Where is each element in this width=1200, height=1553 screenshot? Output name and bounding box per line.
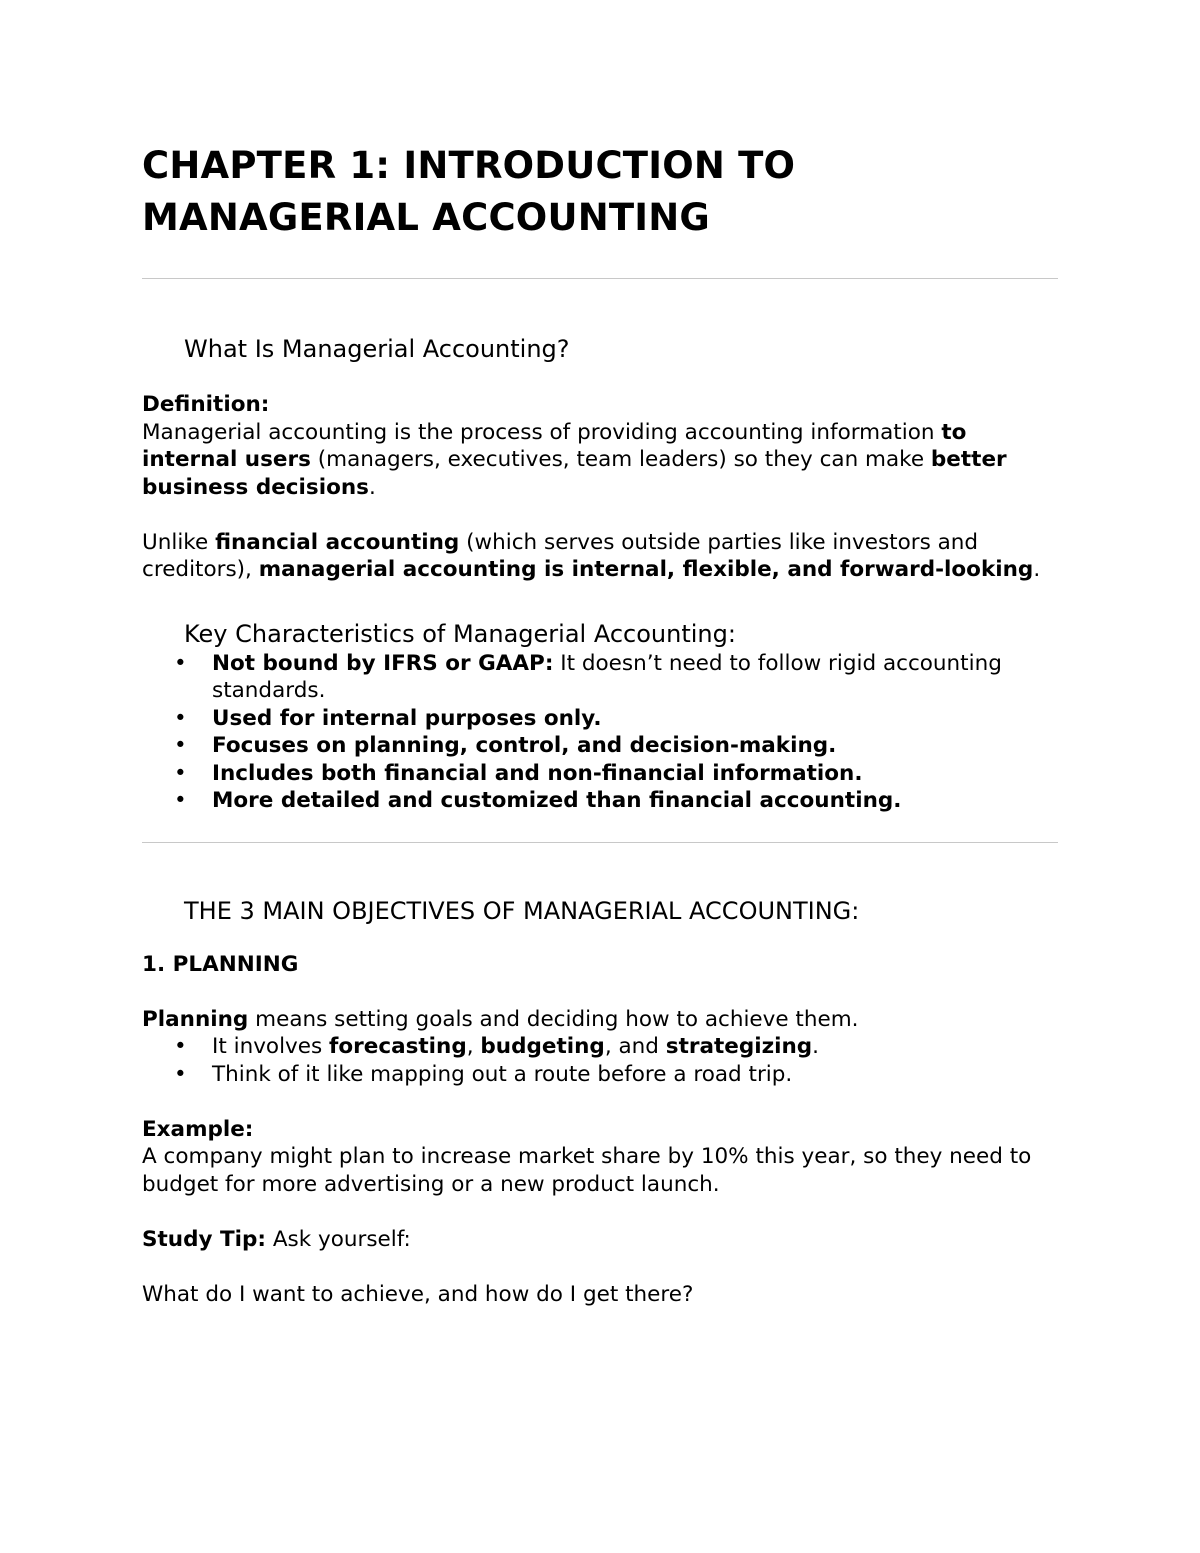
bullet-icon: •	[174, 705, 187, 731]
bullet-icon: •	[174, 788, 187, 813]
list-item: • More detailed and customized than financial accounting.	[174, 788, 902, 813]
what-is-heading: What Is Managerial Accounting?	[184, 335, 570, 363]
list-item: • Used for internal purposes only.	[174, 705, 602, 731]
key-characteristics-list	[142, 650, 1058, 815]
horizontal-divider	[142, 278, 1058, 279]
planning-definition: Planning means setting goals and deciding how to achieve them.	[142, 1006, 859, 1032]
planning-list	[142, 1033, 1058, 1088]
chapter-title-line-1: CHAPTER 1: INTRODUCTION TO	[142, 144, 796, 187]
list-item: • Includes both financial and non-financial information.	[174, 760, 863, 786]
bullet-icon: •	[174, 760, 187, 786]
horizontal-divider	[142, 842, 1058, 843]
chapter-title	[142, 140, 1058, 244]
bullet-icon: •	[174, 650, 187, 676]
bullet-icon: •	[174, 1034, 187, 1059]
list-item: • Focuses on planning, control, and decision-making.	[174, 733, 837, 758]
definition-paragraph: Managerial accounting is the process of providing accounting information to internal users (managers, executives, team leaders) so they can make better business decisions.	[142, 419, 1007, 500]
list-item: • It involves forecasting, budgeting, and strategizing.	[174, 1034, 820, 1059]
chapter-title-line-2: MANAGERIAL ACCOUNTING	[142, 196, 710, 239]
list-item: • Not bound by IFRS or GAAP: It doesn’t need to follow rigid accounting standards.	[174, 650, 1002, 703]
key-characteristics-heading: Key Characteristics of Managerial Accounting:	[184, 619, 736, 648]
unlike-paragraph: Unlike financial accounting (which serves outside parties like investors and creditors), managerial accounting is internal, flexible, and forward-looking.	[142, 529, 1041, 582]
example-label: Example:	[142, 1116, 254, 1142]
list-item: • Think of it like mapping out a route before a road trip.	[174, 1061, 793, 1087]
example-paragraph: A company might plan to increase market share by 10% this year, so they need to budget for more advertising or a new product launch.	[142, 1144, 1032, 1197]
study-question: What do I want to achieve, and how do I get there?	[142, 1281, 694, 1307]
bullet-icon: •	[174, 1061, 187, 1087]
planning-heading: 1. PLANNING	[142, 951, 299, 977]
definition-label: Definition:	[142, 392, 270, 417]
study-tip: Study Tip: Ask yourself:	[142, 1226, 411, 1252]
objectives-heading: THE 3 MAIN OBJECTIVES OF MANAGERIAL ACCOUNTING:	[184, 896, 860, 925]
bullet-icon: •	[174, 733, 187, 758]
